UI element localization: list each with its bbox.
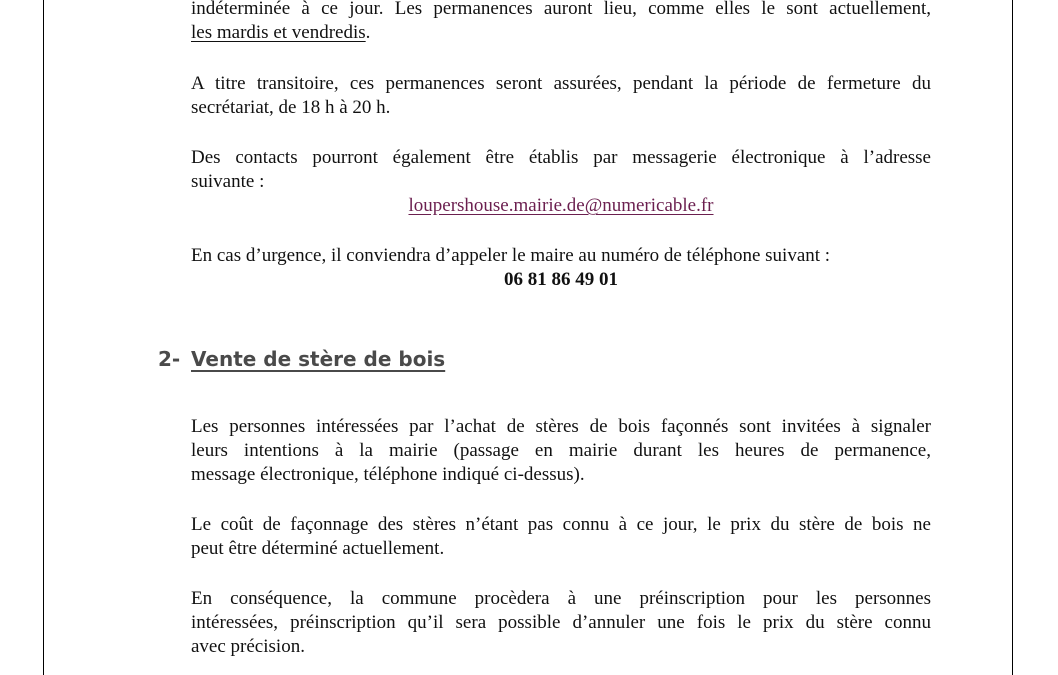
- paragraph-line: intéressées, préinscription qu’il sera possible d’annuler une fois le prix du stère connu: [191, 612, 931, 633]
- paragraph-line: suivante :: [191, 171, 265, 192]
- paragraph-line: Le coût de façonnage des stères n’étant pas connu à ce jour, le prix du stère de bois ne: [191, 514, 931, 535]
- paragraph-line: A titre transitoire, ces permanences seront assurées, pendant la période de fermeture du: [191, 73, 931, 94]
- paragraph-line: indéterminée à ce jour. Les permanences auront lieu, comme elles le sont actuellement,: [191, 0, 931, 19]
- paragraph-line: Les personnes intéressées par l’achat de stères de bois façonnés sont invitées à signaler: [191, 416, 931, 437]
- paragraph-transitional: [191, 72, 931, 120]
- section-number: 2-: [158, 347, 181, 371]
- paragraph-consequence: [191, 587, 931, 659]
- paragraph-line: [191, 21, 931, 45]
- paragraph-line: En conséquence, la commune procèdera à une préinscription pour les personnes: [191, 588, 931, 609]
- period: .: [365, 22, 371, 43]
- page-border-right: [1012, 0, 1013, 675]
- schedule-days: les mardis et vendredis: [191, 22, 366, 43]
- paragraph-urgency: [191, 244, 931, 268]
- paragraph-line: secrétariat, de 18 h à 20 h.: [191, 97, 391, 118]
- paragraph-cost: [191, 513, 931, 561]
- section-title: Vente de stère de bois: [191, 347, 446, 371]
- paragraph-schedule: [191, 0, 931, 45]
- section-heading: [158, 344, 445, 374]
- phone-number: 06 81 86 49 01: [504, 269, 618, 290]
- page-border-left: [43, 0, 44, 675]
- paragraph-line: Des contacts pourront également être établis par messagerie électronique à l’adresse: [191, 147, 931, 168]
- paragraph-interest: [191, 415, 931, 487]
- paragraph-line: avec précision.: [191, 636, 305, 657]
- email-link[interactable]: loupershouse.mairie.de@numericable.fr: [408, 195, 714, 216]
- phone-line: [191, 268, 931, 292]
- email-line: [191, 194, 931, 218]
- paragraph-line: leurs intentions à la mairie (passage en mairie durant les heures de permanence,: [191, 440, 931, 461]
- paragraph-line: peut être déterminé actuellement.: [191, 538, 445, 559]
- paragraph-contacts: [191, 146, 931, 194]
- paragraph-line: message électronique, téléphone indiqué ci-dessus).: [191, 464, 585, 485]
- paragraph-line: En cas d’urgence, il conviendra d’appeler le maire au numéro de téléphone suivant :: [191, 245, 831, 266]
